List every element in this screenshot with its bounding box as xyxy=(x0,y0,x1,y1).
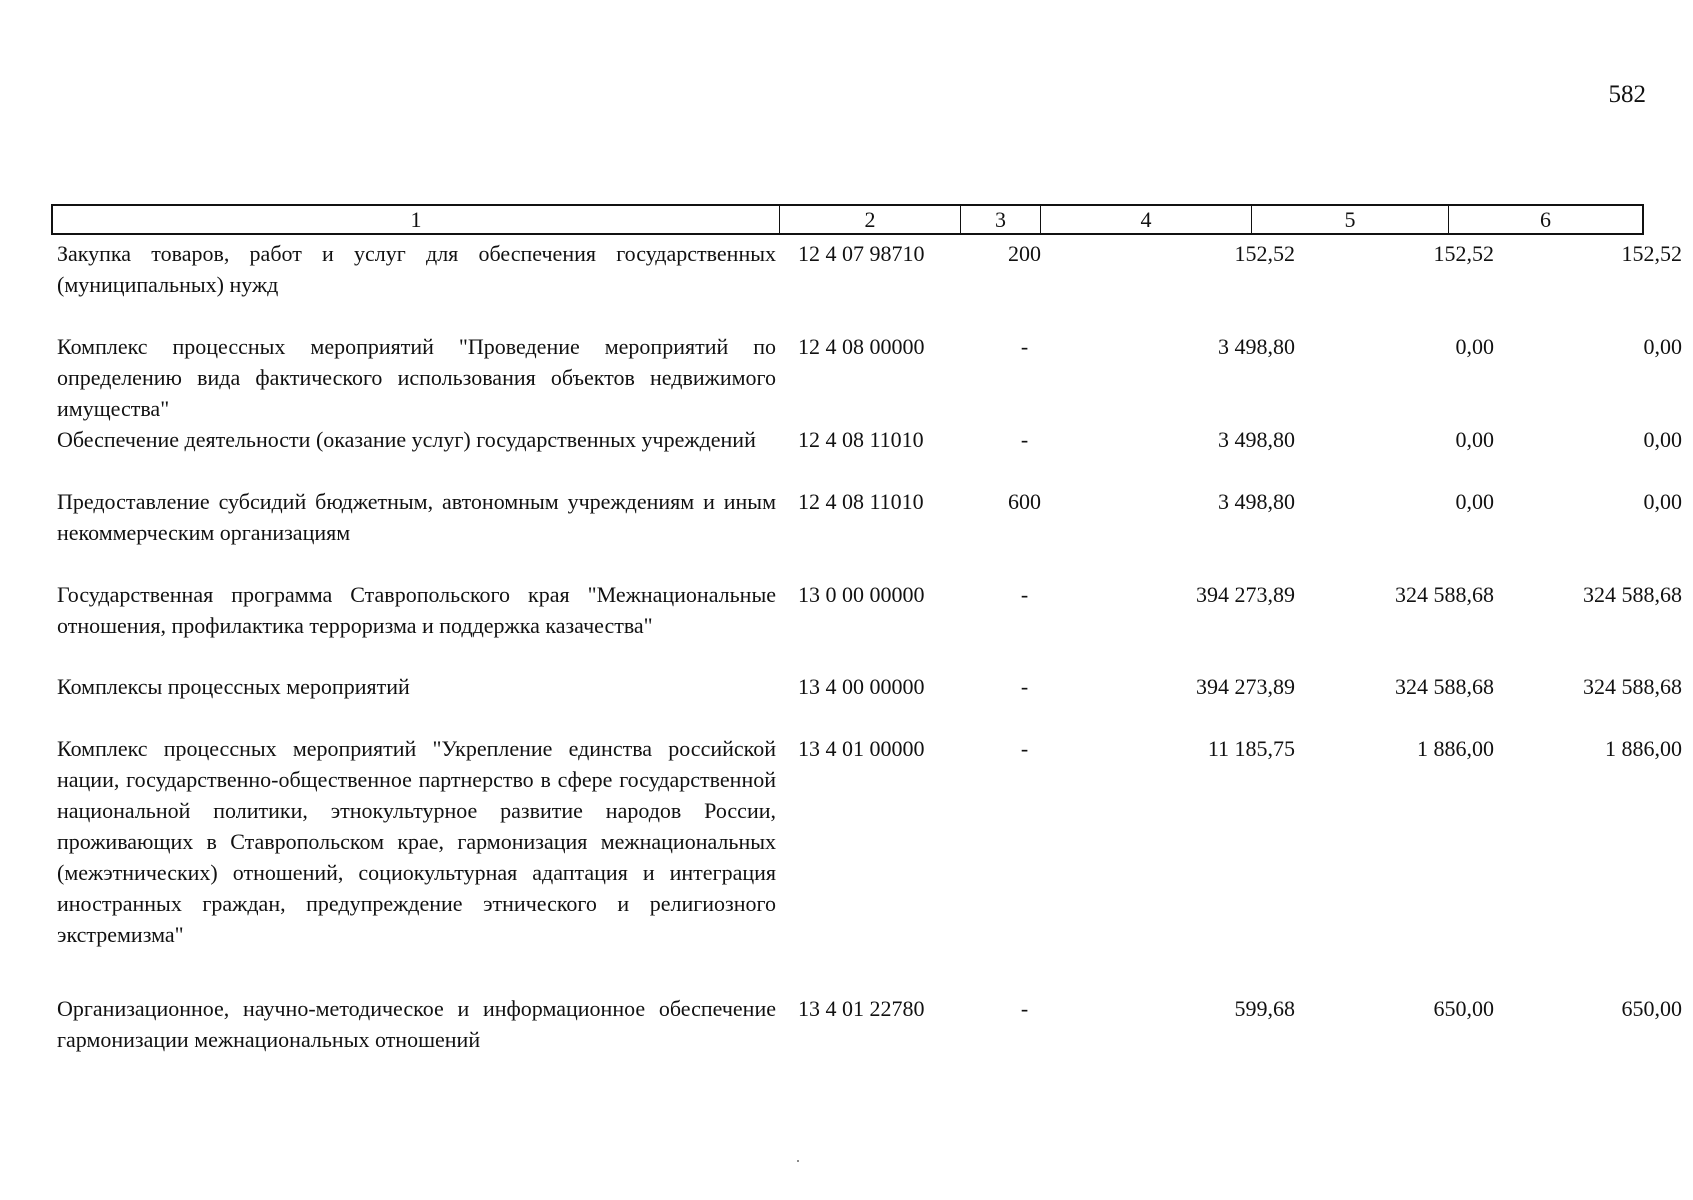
row-name: Государственная программа Ставропольского края "Межнациональные отношения, профилактика терроризма и поддержка казачества" xyxy=(57,582,776,638)
row-value-col-4: 599,68 xyxy=(1234,996,1295,1021)
row-type: - xyxy=(1020,334,1029,359)
row-code: 12 4 08 00000 xyxy=(798,334,925,359)
row-code: 13 4 01 22780 xyxy=(798,996,925,1021)
row-code: 13 0 00 00000 xyxy=(798,582,925,607)
row-type: 600 xyxy=(1008,489,1041,514)
row-value-col-6: 1 886,00 xyxy=(1605,736,1682,761)
row-value-col-4: 3 498,80 xyxy=(1218,427,1295,452)
row-value-col-6: 152,52 xyxy=(1621,241,1682,266)
row-name: Обеспечение деятельности (оказание услуг) государственных учреждений xyxy=(57,427,756,452)
row-type: - xyxy=(1020,582,1029,607)
row-value-col-5: 324 588,68 xyxy=(1395,674,1494,699)
row-value-col-6: 0,00 xyxy=(1643,489,1682,514)
header-col-1: 1 xyxy=(53,206,780,233)
header-col-3: 3 xyxy=(961,206,1041,233)
row-type: - xyxy=(1020,427,1029,452)
row-code: 13 4 01 00000 xyxy=(798,736,925,761)
row-code: 13 4 00 00000 xyxy=(798,674,925,699)
row-value-col-5: 0,00 xyxy=(1455,489,1494,514)
page-number: 582 xyxy=(1608,81,1646,108)
row-value-col-4: 152,52 xyxy=(1234,241,1295,266)
header-col-2: 2 xyxy=(780,206,961,233)
row-name: Комплекс процессных мероприятий "Проведение мероприятий по определению вида фактического использования объектов недвижимого имущества" xyxy=(57,334,776,421)
header-col-6: 6 xyxy=(1540,207,1551,232)
header-col-4: 4 xyxy=(1041,206,1252,233)
row-value-col-5: 650,00 xyxy=(1433,996,1494,1021)
row-value-col-5: 152,52 xyxy=(1433,241,1494,266)
row-code: 12 4 08 11010 xyxy=(798,489,924,514)
row-code: 12 4 07 98710 xyxy=(798,241,925,266)
row-name: Комплексы процессных мероприятий xyxy=(57,674,410,699)
row-value-col-5: 324 588,68 xyxy=(1395,582,1494,607)
row-name: Предоставление субсидий бюджетным, автономным учреждениям и иным некоммерческим организациям xyxy=(57,489,776,545)
row-value-col-6: 324 588,68 xyxy=(1583,674,1682,699)
row-value-col-4: 394 273,89 xyxy=(1196,674,1295,699)
row-type: - xyxy=(1020,736,1029,761)
row-name: Организационное, научно-методическое и информационное обеспечение гармонизации межнациональных отношений xyxy=(57,996,776,1052)
row-type: - xyxy=(1020,674,1029,699)
row-value-col-4: 394 273,89 xyxy=(1196,582,1295,607)
scan-speck xyxy=(797,1160,799,1162)
row-code: 12 4 08 11010 xyxy=(798,427,924,452)
row-value-col-4: 11 185,75 xyxy=(1207,736,1295,761)
row-type: 200 xyxy=(1008,241,1041,266)
row-value-col-6: 324 588,68 xyxy=(1583,582,1682,607)
header-col-5: 5 xyxy=(1252,206,1449,233)
row-value-col-5: 1 886,00 xyxy=(1417,736,1494,761)
row-name: Закупка товаров, работ и услуг для обеспечения государственных (муниципальных) нужд xyxy=(57,241,776,297)
row-value-col-5: 0,00 xyxy=(1455,334,1494,359)
row-type: - xyxy=(1020,996,1029,1021)
row-value-col-4: 3 498,80 xyxy=(1218,489,1295,514)
row-value-col-4: 3 498,80 xyxy=(1218,334,1295,359)
row-value-col-5: 0,00 xyxy=(1455,427,1494,452)
row-value-col-6: 0,00 xyxy=(1643,427,1682,452)
row-value-col-6: 650,00 xyxy=(1621,996,1682,1021)
table-header xyxy=(51,204,1644,235)
row-value-col-6: 0,00 xyxy=(1643,334,1682,359)
row-name: Комплекс процессных мероприятий "Укрепление единства российской нации, государственно-общественное партнерство в сфере государственной национальной политики, этнокультурное развитие народов России, проживающих в Ставропольском крае, гармонизация межнациональных (межэтнических) отношений, социокультурная адаптация и интеграция иностранных граждан, предупреждение этнического и религиозного экстремизма" xyxy=(57,736,776,947)
